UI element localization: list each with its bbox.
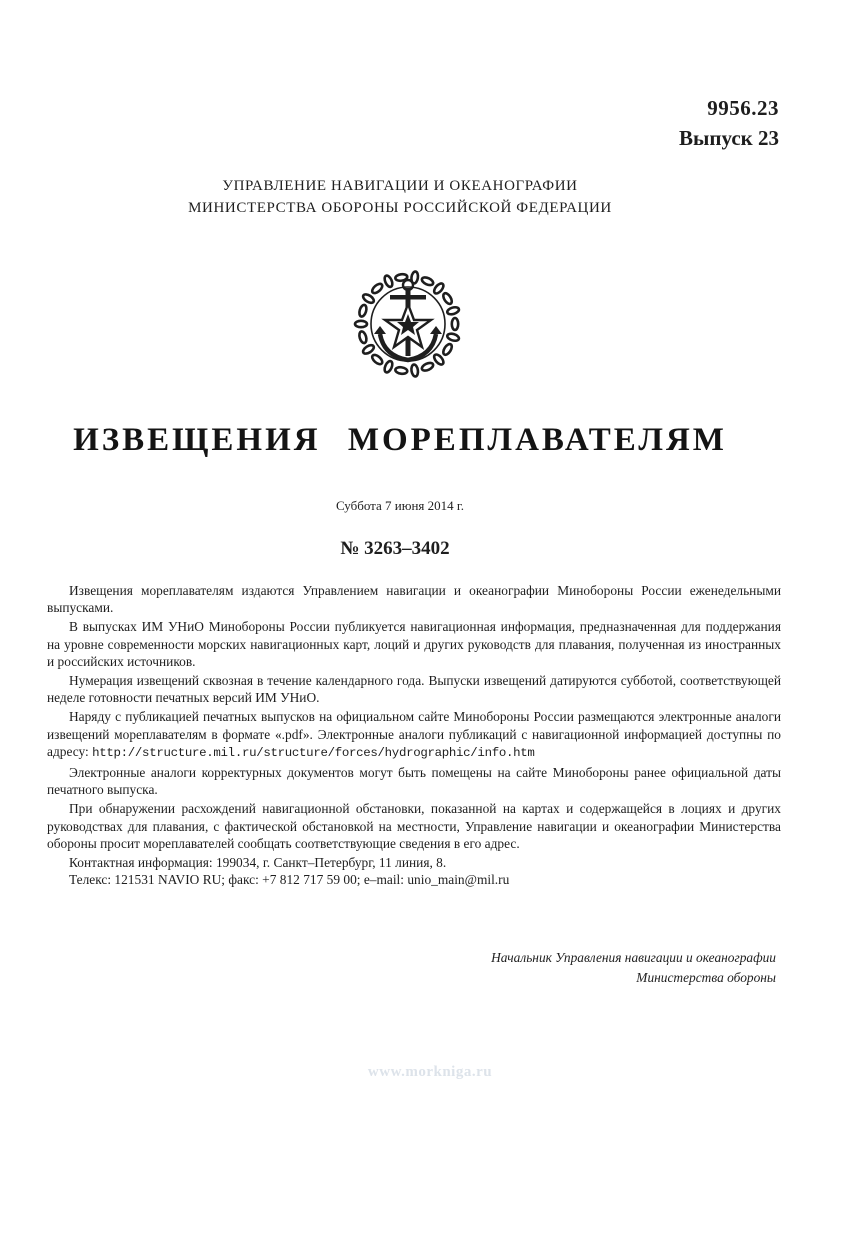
navy-anchor-star-emblem-icon <box>352 268 464 380</box>
agency-name-line-1: УПРАВЛЕНИЕ НАВИГАЦИИ И ОКЕАНОГРАФИИ <box>222 178 578 194</box>
notice-number-range: № 3263–3402 <box>340 538 450 559</box>
chain-link <box>421 361 435 372</box>
chain-link <box>421 276 435 287</box>
paragraph-numbering-info: Нумерация извещений сквозная в течение календарного года. Выпуски извещений датируются субботой, соответствующей неделе готовности печатных версий ИМ УНиО. <box>47 673 781 706</box>
chain-link <box>452 318 458 330</box>
agency-name-line-2: МИНИСТЕРСТВА ОБОРОНЫ РОССИЙСКОЙ ФЕДЕРАЦИИ <box>188 200 612 216</box>
issue-number: 9956.23 <box>707 96 779 120</box>
chain-link <box>395 366 408 374</box>
paragraph-electronic-info <box>47 708 781 762</box>
chain-link <box>446 332 459 342</box>
contact-telex-fax-email: Телекс: 121531 NAVIO RU; факс: +7 812 717 59 00; e–mail: unio_main@mil.ru <box>69 872 510 888</box>
chain-link <box>355 321 367 327</box>
website-link[interactable]: http://structure.mil.ru/structure/forces/hydrographic/info.htm <box>92 745 535 760</box>
issue-date: Суббота 7 июня 2014 г. <box>335 498 465 513</box>
signature-line-1: Начальник Управления навигации и океанографии <box>491 950 776 965</box>
chain-link <box>371 353 384 366</box>
chain-link <box>442 292 454 306</box>
chain-link <box>442 343 454 357</box>
chain-link <box>358 304 368 317</box>
signature-block <box>276 948 776 988</box>
contact-address: Контактная информация: 199034, г. Санкт–Петербург, 11 линия, 8. <box>69 855 447 871</box>
chain-link <box>411 364 419 377</box>
chain-link <box>362 343 376 355</box>
chain-link <box>383 360 394 374</box>
chain-link <box>371 282 384 295</box>
chain-link <box>358 331 368 344</box>
issue-label: Выпуск 23 <box>678 126 779 150</box>
electronic-info-text: Наряду с публикацией печатных выпусков на официальном сайте Минобороны России размещаются электронные аналоги извещений мореплавателям в формате «.pdf». Электронные аналоги публикаций с навигационной информацией доступны по адресу: <box>47 709 781 759</box>
paragraph-content-info: В выпусках ИМ УНиО Минобороны России публикуется навигационная информация, предназначенная для поддержания на уровне современности морских навигационных карт, лоций и других руководств для плавания, полученная из иностранных и российских источников. <box>47 619 781 669</box>
paragraph-discrepancy-request: При обнаружении расхождений навигационной обстановки, показанной на картах и содержащейся в лоциях и других руководствах для плавания, с фактической обстановкой на местности, Управление навигации и океанографии Министерства обороны просит мореплавателей сообщать соответствующие сведения в его адрес. <box>47 801 781 851</box>
paragraph-publication-info: Извещения мореплавателям издаются Управлением навигации и океанографии Минобороны России еженедельными выпусками. <box>47 583 781 616</box>
publication-title: ИЗВЕЩЕНИЯ МОРЕПЛАВАТЕЛЯМ <box>73 422 727 458</box>
chain-link <box>362 293 376 305</box>
chain-link <box>446 306 459 316</box>
signature-line-2: Министерства обороны <box>636 970 776 985</box>
introduction-text <box>47 582 781 888</box>
paragraph-early-publication: Электронные аналоги корректурных документов могут быть помещены на сайте Минобороны ранее официальной даты печатного выпуска. <box>47 765 781 798</box>
watermark: www.morkniga.ru <box>367 1064 493 1080</box>
chain-link <box>383 274 394 288</box>
